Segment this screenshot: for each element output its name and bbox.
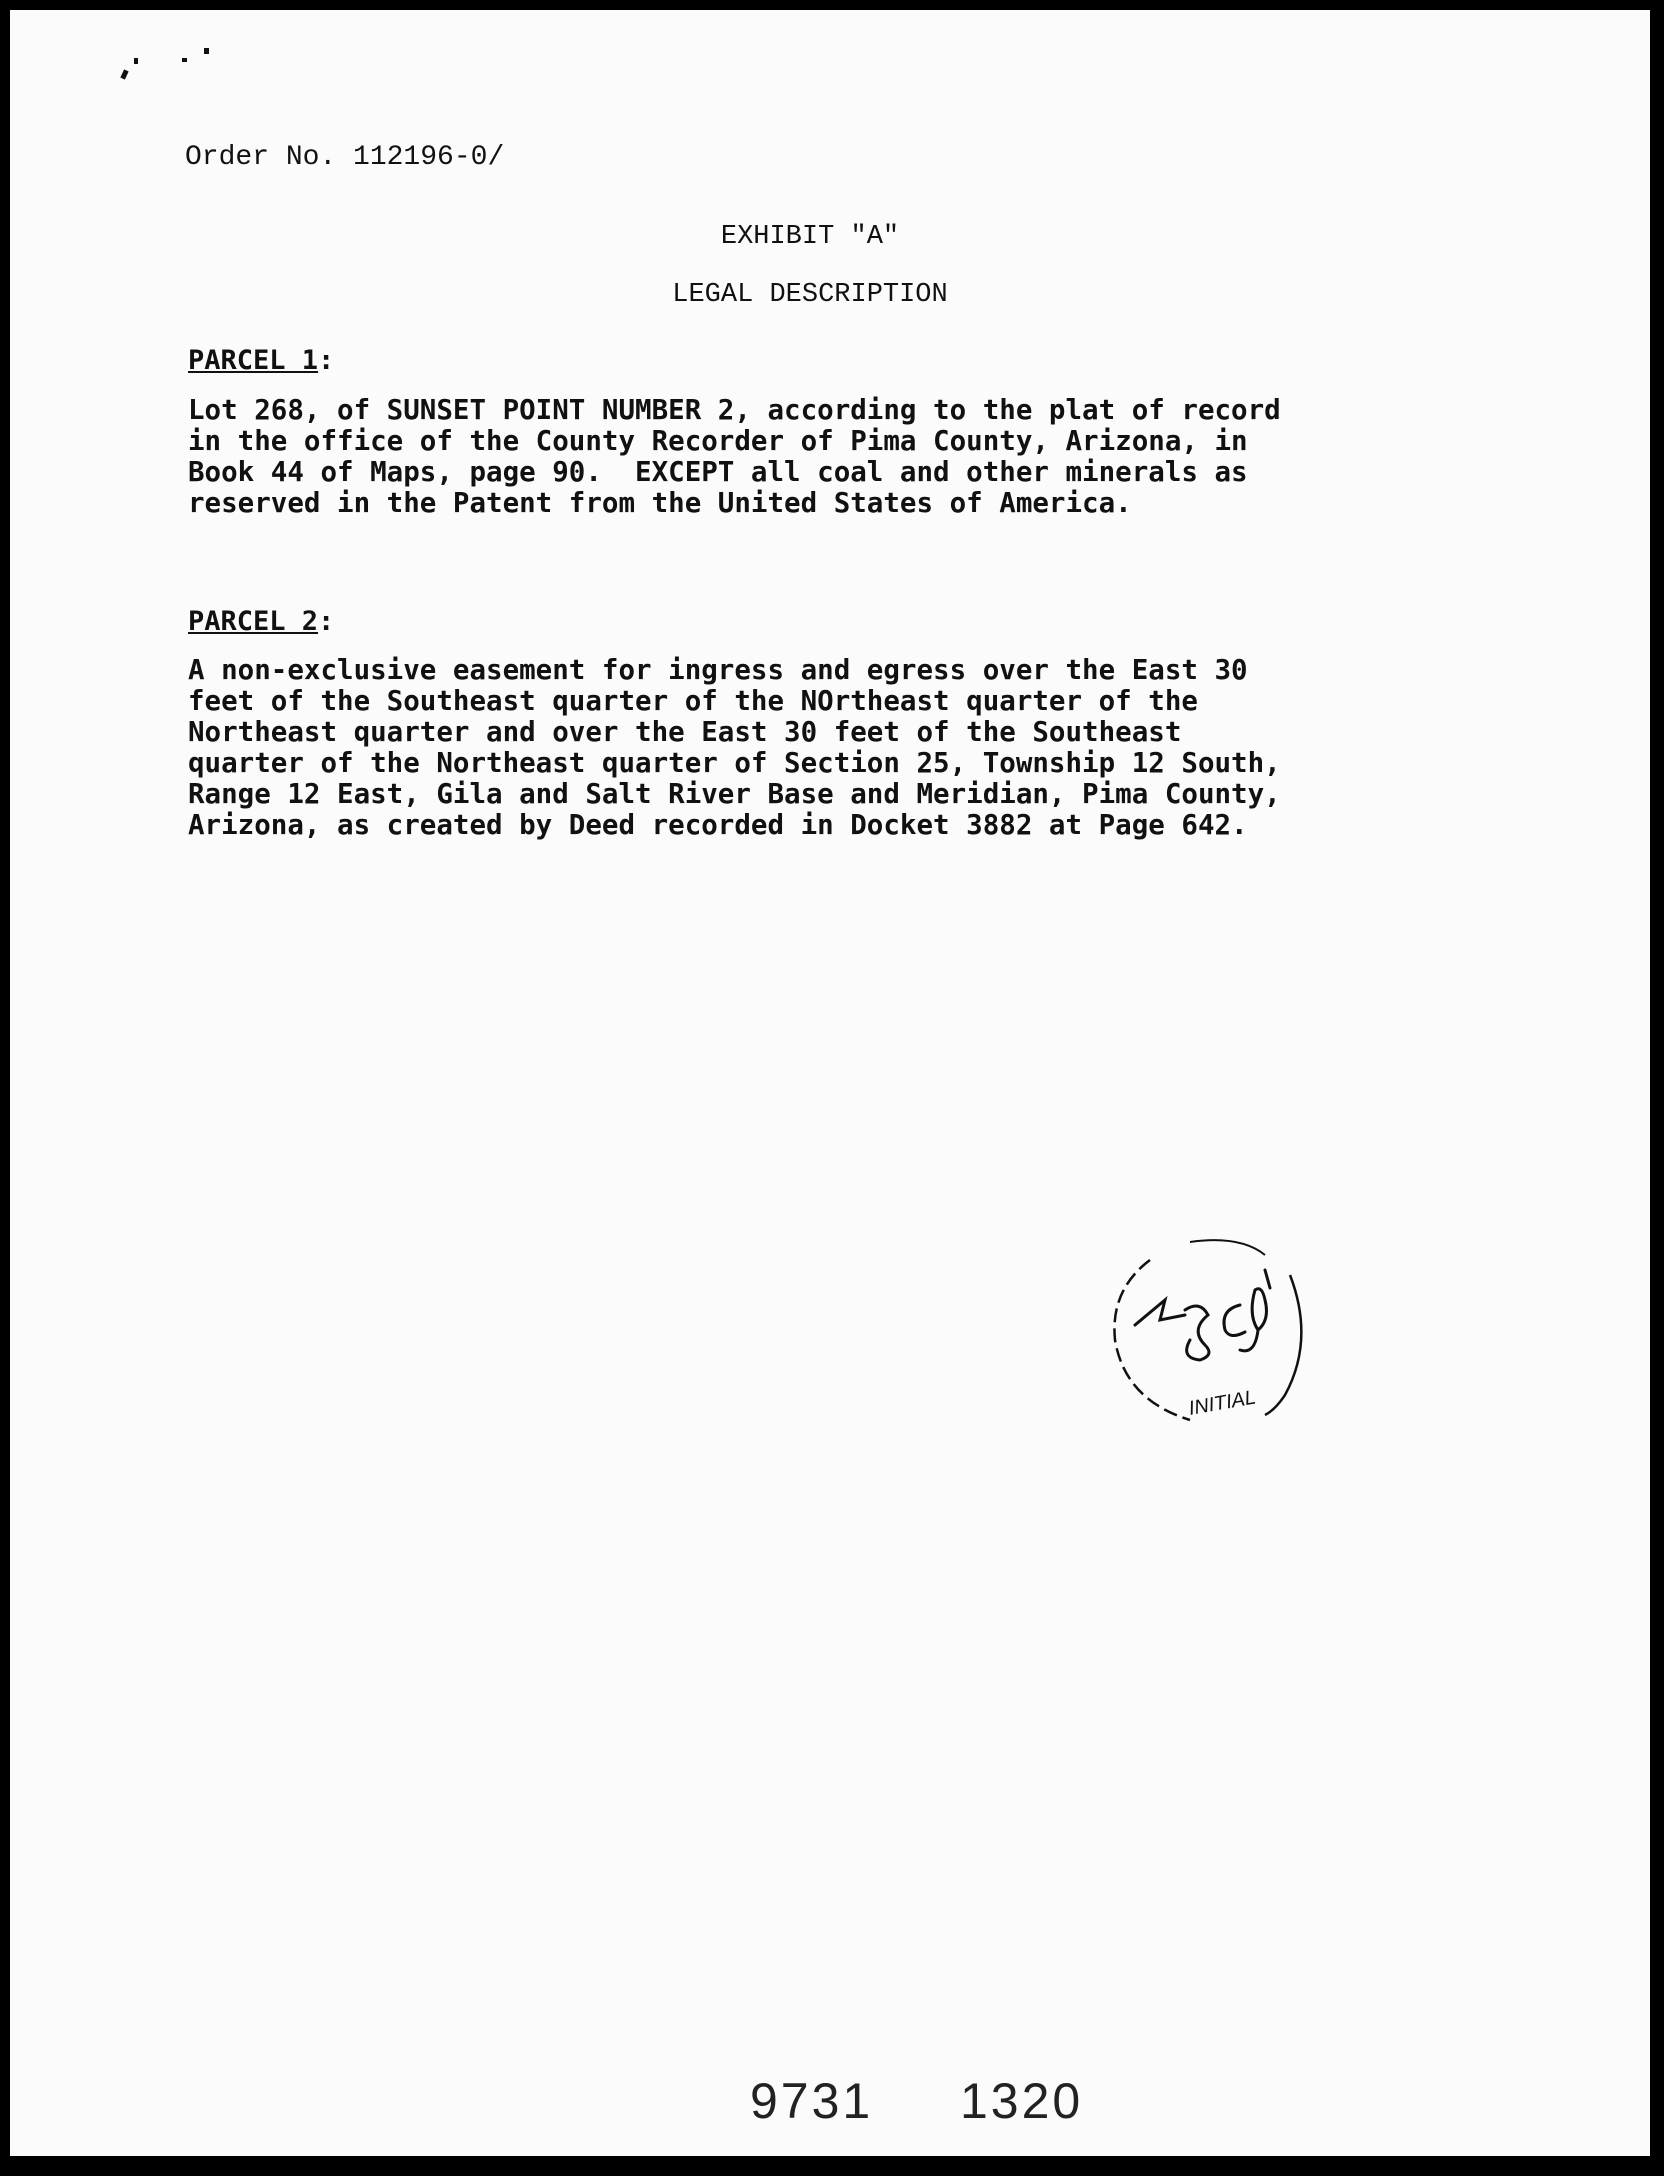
exhibit-title: EXHIBIT "A": [720, 222, 900, 252]
parcel-1-heading-colon: :: [318, 345, 335, 376]
footer-number-left: 9731: [750, 2073, 874, 2129]
parcel-2-heading: [188, 606, 334, 637]
parcel-1-heading-label: PARCEL 1: [188, 345, 319, 376]
initial-stamp-label: INITIAL: [1187, 1386, 1258, 1420]
scan-speck: [182, 58, 187, 62]
scan-speck: [120, 69, 128, 79]
parcel-2-heading-label: PARCEL 2: [188, 606, 319, 637]
parcel-1-heading: [188, 345, 334, 376]
initials-signature: [1135, 1270, 1270, 1360]
scan-speck: [204, 48, 209, 54]
initial-stamp: [1090, 1230, 1320, 1440]
parcel-2-description: A non-exclusive easement for ingress and egress over the East 30 feet of the Southeast quarter of the NOrtheast quarter of the Northeast quarter and over the East 30 feet of the Southeast quarter of the Northeast quarter of Section 25, Township 12 South, Range 12 East, Gila and Salt River Base and Meridian, Pima County, Arizona, as created by Deed recorded in Docket 3882 at Page 642.: [188, 654, 1281, 841]
document-page: [10, 10, 1650, 2156]
scan-speck: [134, 58, 138, 64]
parcel-2-heading-colon: :: [318, 606, 335, 637]
footer-number-right: 1320: [960, 2073, 1084, 2129]
order-number: Order No. 112196-0/: [185, 142, 505, 173]
legal-description-title: LEGAL DESCRIPTION: [672, 280, 948, 310]
parcel-1-description: Lot 268, of SUNSET POINT NUMBER 2, according to the plat of record in the office of the County Recorder of Pima County, Arizona, in Book 44 of Maps, page 90. EXCEPT all coal and other minerals as reserved in the Patent from the United States of America.: [188, 394, 1281, 519]
